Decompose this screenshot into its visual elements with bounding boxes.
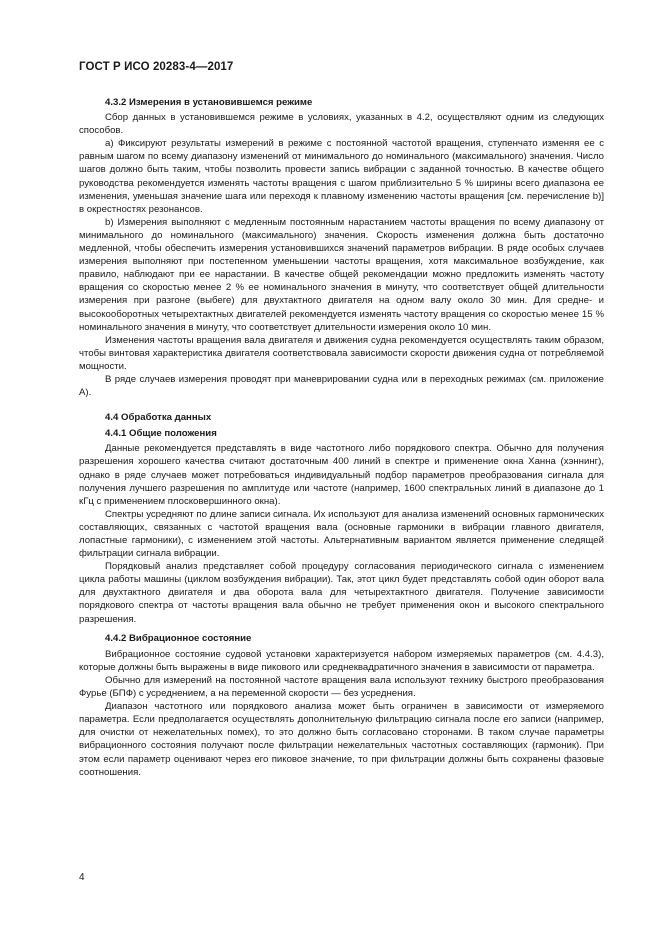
document-body (79, 96, 604, 779)
document-header: ГОСТ Р ИСО 20283-4—2017 (79, 61, 234, 73)
paragraph: В ряде случаев измерения проводят при маневрировании судна или в переходных режимах (см. приложение А). (79, 373, 604, 399)
paragraph: Вибрационное состояние судовой установки характеризуется набором измеряемых параметров (см. 4.4.3), которые должны быть выражены в виде пикового или среднеквадратичного значения в зависимости от параметра. (79, 648, 604, 673)
paragraph: Диапазон частотного или порядкового анализа может быть ограничен в зависимости от измеряемого параметра. Если предполагается осуществлять дополнительную фильтрацию сигнала после его записи (например, для очистки от нежелательных помех), то это должно быть согласовано сторонами. В таком случае параметры вибрационного состояния получают после фильтрации нежелательных частотных составляющих (гармоник). При этом если параметр оценивают через его пиковое значение, то при фильтрации должны быть сохранены фазовые соотношения. (79, 701, 604, 778)
paragraph: Изменения частоты вращения вала двигателя и движения судна рекомендуется осуществлять таким образом, чтобы винтовая характеристика двигателя соответствовала зависимости скорости движения судна от потребляемой мощности. (79, 334, 604, 372)
list-item-a: а) Фиксируют результаты измерений в режиме с постоянной частотой вращения, ступенчато изменяя ее с равным шагом по всему диапазону изменений от минимального до номинального (максимального) значения. Число шагов должно быть таким, чтобы позволить провести запись вибрации с заданной точностью. В качестве общего руководства рекомендуется изменять частоты вращения с шагом приблизительно 5 % ширины всего диапазона ее изменения, уменьшая значение шага или переходя к плавному изменению частоты вращения [см. перечисление b)] в окрестностях резонансов. (79, 138, 604, 215)
paragraph: Порядковый анализ представляет собой процедуру согласования периодического сигнала с изменением цикла работы машины (циклом возбуждения вибрации). Так, этот цикл будет представлять собой один оборот вала для двухтактного двигателя и два оборота вала для четырехтактного двигателя. Получение зависимости порядкового спектра от частоты вращения вала обычно не требует применения окон и высокого спектрального разрешения. (79, 561, 604, 625)
paragraph: Спектры усредняют по длине записи сигнала. Их используют для анализа изменений основных гармонических составляющих, связанных с частотой вращения вала (основные гармоники в вибрации главного двигателя, лопастные гармоники), с изменением этой частоты. Альтернативным вариантом является применение следящей фильтрации сигнала вибрации. (79, 508, 604, 560)
page-number: 4 (79, 872, 85, 883)
section-heading-4-4: 4.4 Обработка данных (105, 412, 212, 424)
list-item-b: b) Измерения выполняют с медленным постоянным нарастанием частоты вращения по всему диапазону от минимального до номинального (максимального) значения. Скорость изменения должна быть достаточно медленной, чтобы обеспечить измерения установившихся значений параметров вибрации. В ряде особых случаев измерения выполняют при постепенном уменьшении частоты вращения, хотя максимальное возбуждение, как правило, наблюдают при ее нарастании. В качестве общей рекомендации можно предложить изменять частоту вращения со скоростью менее 2 % ее номинального значения в минуту, что соответствует общей длительности измерения при разгоне (выбеге) для двухтактного двигателя на одном валу около 30 мин. Для средне- и высокооборотных четырехтактных двигателей рекомендуется изменять частоту вращения со скоростью менее 15 % номинального значения в минуту, что соответствует длительности измерения около 10 мин. (79, 216, 604, 333)
section-heading-4-4-1: 4.4.1 Общие положения (105, 428, 217, 440)
paragraph: Сбор данных в установившемся режиме в условиях, указанных в 4.2, осуществляют одним из следующих способов. (79, 112, 604, 137)
section-heading-4-3-2: 4.3.2 Измерения в установившемся режиме (105, 97, 313, 108)
paragraph: Данные рекомендуется представлять в виде частотного либо порядкового спектра. Обычно для получения разрешения хорошего качества считают достаточным 400 линий в спектре и применение окна Ханна (хэннинг), однако в ряде случаев может потребоваться индивидуальный подбор параметров преобразования сигнала для получения лучшего разрешения по амплитуде или частоте (например, 1600 спектральных линий в диапазоне до 1 кГц с применением плосковершинного окна). (79, 443, 604, 507)
paragraph: Обычно для измерений на постоянной частоте вращения вала используют технику быстрого преобразования Фурье (БПФ) с усреднением, а на переменной скорости — без усреднения. (79, 674, 604, 700)
section-heading-4-4-2: 4.4.2 Вибрационное состояние (105, 632, 252, 644)
